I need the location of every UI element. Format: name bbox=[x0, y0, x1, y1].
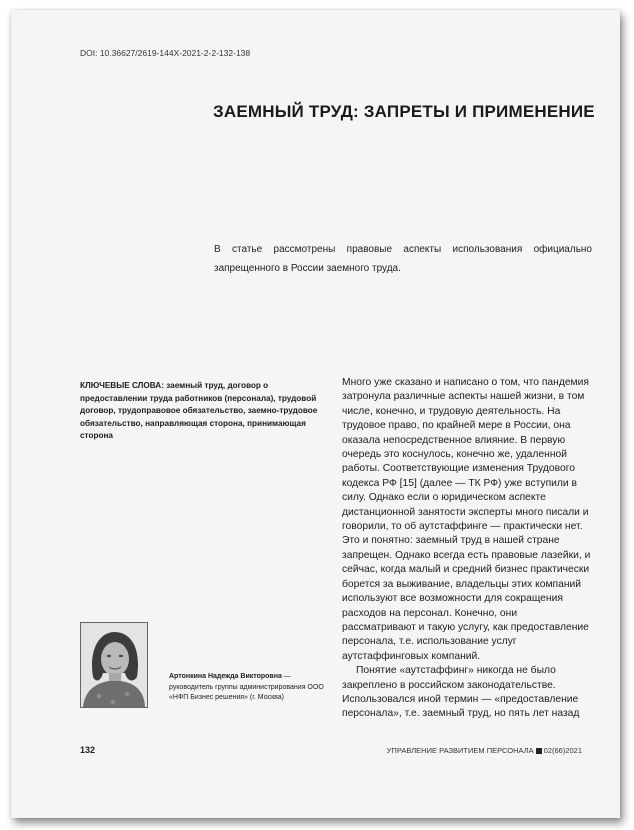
journal-issue: 02(66)2021 bbox=[543, 746, 582, 755]
body-paragraph-2: Понятие «аутстаффинг» никогда не было закреплено в российском законодательстве. Использовался иной термин — «предоставление персонала», т.е. заемный труд, но пять лет назад bbox=[342, 665, 580, 720]
author-photo bbox=[80, 622, 148, 708]
page-number: 132 bbox=[80, 745, 96, 755]
author-name: Артонкина Надежда Викторовна bbox=[169, 673, 282, 680]
author-role: — руководитель группы администрирования ООО «НФП Бизнес решения» (г. Москва) bbox=[169, 673, 324, 701]
square-separator-icon bbox=[536, 748, 542, 754]
body-paragraph-1: Много уже сказано и написано о том, что пандемия затронула различные аспекты нашей жизни, в том числе, конечно, и трудовую деятельность. На трудовое право, по крайней мере в России, она оказала непосредственное влияние. В первую очередь это коснулось, конечно же, удаленной работы. Соответствующие изменения Трудового кодекса РФ [15] (далее — ТК РФ) уже вступили в силу. Однако если о юридическом аспекте дистанционной занятости эксперты много писали и говорили, то об аутстаффинге — практически нет. Это и понятно: заемный труд в нашей стране запрещен. Однако всегда есть правовые лазейки, и сейчас, когда малый и средний бизнес практически борется за выживание, владельцы этих компаний используют все возможности для сокращения расходов на персонал. Конечно, они рассматривают и такую услугу, как предоставление персонала, т.е. использование услуг аутстаффинговых компаний. bbox=[342, 377, 591, 662]
doi-line: DOI: 10.36627/2619-144X-2021-2-2-132-138 bbox=[80, 48, 251, 58]
author-info bbox=[169, 672, 329, 704]
journal-name: УПРАВЛЕНИЕ РАЗВИТИЕМ ПЕРСОНАЛА bbox=[386, 746, 534, 755]
author-portrait-image bbox=[81, 623, 147, 707]
article-title: ЗАЕМНЫЙ ТРУД: ЗАПРЕТЫ И ПРИМЕНЕНИЕ bbox=[213, 102, 595, 121]
abstract: В статье рассмотрены правовые аспекты использования официально запрещенного в России заемного труда. bbox=[214, 244, 592, 274]
journal-page bbox=[11, 10, 620, 818]
keywords: КЛЮЧЕВЫЕ СЛОВА: заемный труд, договор о предоставлении труда работников (персонала), трудовой договор, трудоправовое обязательство, заемно-трудовое обязательство, направляющая сторона, принимающая сторона bbox=[80, 381, 318, 441]
article-body bbox=[342, 376, 592, 722]
journal-footer bbox=[387, 746, 582, 755]
